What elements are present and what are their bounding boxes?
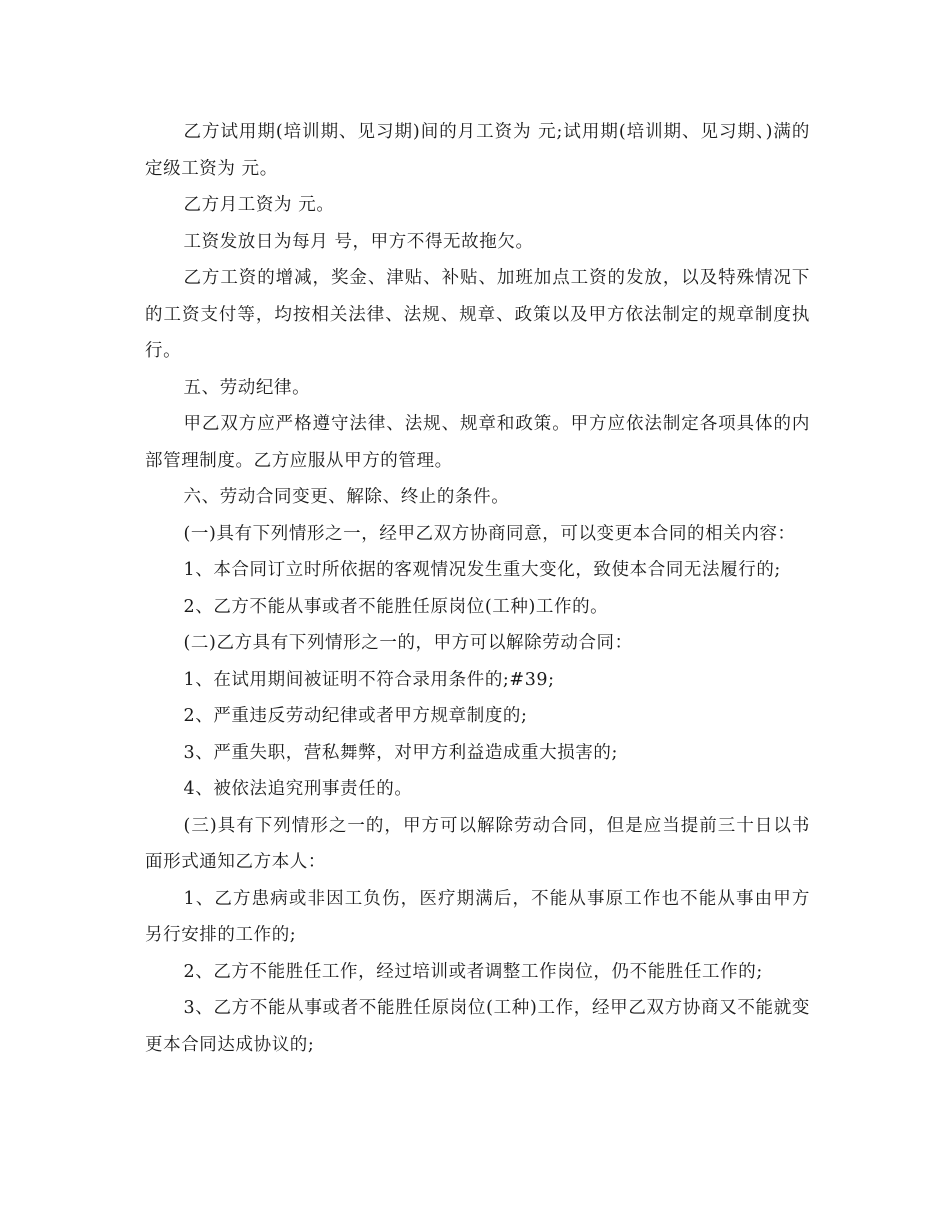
paragraph-notice-termination: (三)具有下列情形之一的，甲方可以解除劳动合同，但是应当提前三十日以书面形式通知乙方本人： xyxy=(145,815,810,872)
list-item-notice-3: 3、乙方不能从事或者不能胜任原岗位(工种)工作，经甲乙双方协商又不能就变更本合同达成协议的; xyxy=(145,998,810,1055)
list-item-change-1: 1、本合同订立时所依据的客观情况发生重大变化，致使本合同无法履行的; xyxy=(183,560,781,580)
paragraph-probation-salary: 乙方试用期(培训期、见习期)间的月工资为 元;试用期(培训期、见习期、)满的定级工资为 元。 xyxy=(145,122,810,179)
paragraph-termination-conditions: (二)乙方具有下列情形之一的，甲方可以解除劳动合同： xyxy=(183,633,633,653)
list-item-notice-2: 2、乙方不能胜任工作，经过培训或者调整工作岗位，仍不能胜任工作的; xyxy=(183,961,763,982)
document-body xyxy=(145,114,810,1063)
paragraph-salary-adjustment: 乙方工资的增减，奖金、津贴、补贴、加班加点工资的发放，以及特殊情况下的工资支付等，均按相关法律、法规、规章、政策以及甲方依法制定的规章制度执行。 xyxy=(145,268,810,361)
list-item-termination-2: 2、严重违反劳动纪律或者甲方规章制度的; xyxy=(183,706,528,726)
paragraph-change-conditions: (一)具有下列情形之一，经甲乙双方协商同意，可以变更本合同的相关内容： xyxy=(183,523,796,544)
paragraph-discipline-rules: 甲乙双方应严格遵守法律、法规、规章和政策。甲方应依法制定各项具体的内部管理制度。乙方应服从甲方的管理。 xyxy=(145,414,810,471)
section-heading-labor-discipline: 五、劳动纪律。 xyxy=(183,377,311,398)
paragraph-monthly-salary: 乙方月工资为 元。 xyxy=(183,195,335,215)
list-item-change-2: 2、乙方不能从事或者不能胜任原岗位(工种)工作的。 xyxy=(183,596,609,617)
list-item-termination-3: 3、严重失职，营私舞弊，对甲方利益造成重大损害的; xyxy=(183,742,619,763)
list-item-notice-1: 1、乙方患病或非因工负伤，医疗期满后，不能从事原工作也不能从事由甲方另行安排的工作的; xyxy=(145,888,810,945)
list-item-termination-4: 4、被依法追究刑事责任的。 xyxy=(183,779,413,799)
list-item-termination-1: 1、在试用期间被证明不符合录用条件的;#39; xyxy=(183,669,555,690)
section-heading-contract-changes: 六、劳动合同变更、解除、终止的条件。 xyxy=(183,487,510,507)
paragraph-pay-day: 工资发放日为每月 号，甲方不得无故拖欠。 xyxy=(183,231,534,252)
